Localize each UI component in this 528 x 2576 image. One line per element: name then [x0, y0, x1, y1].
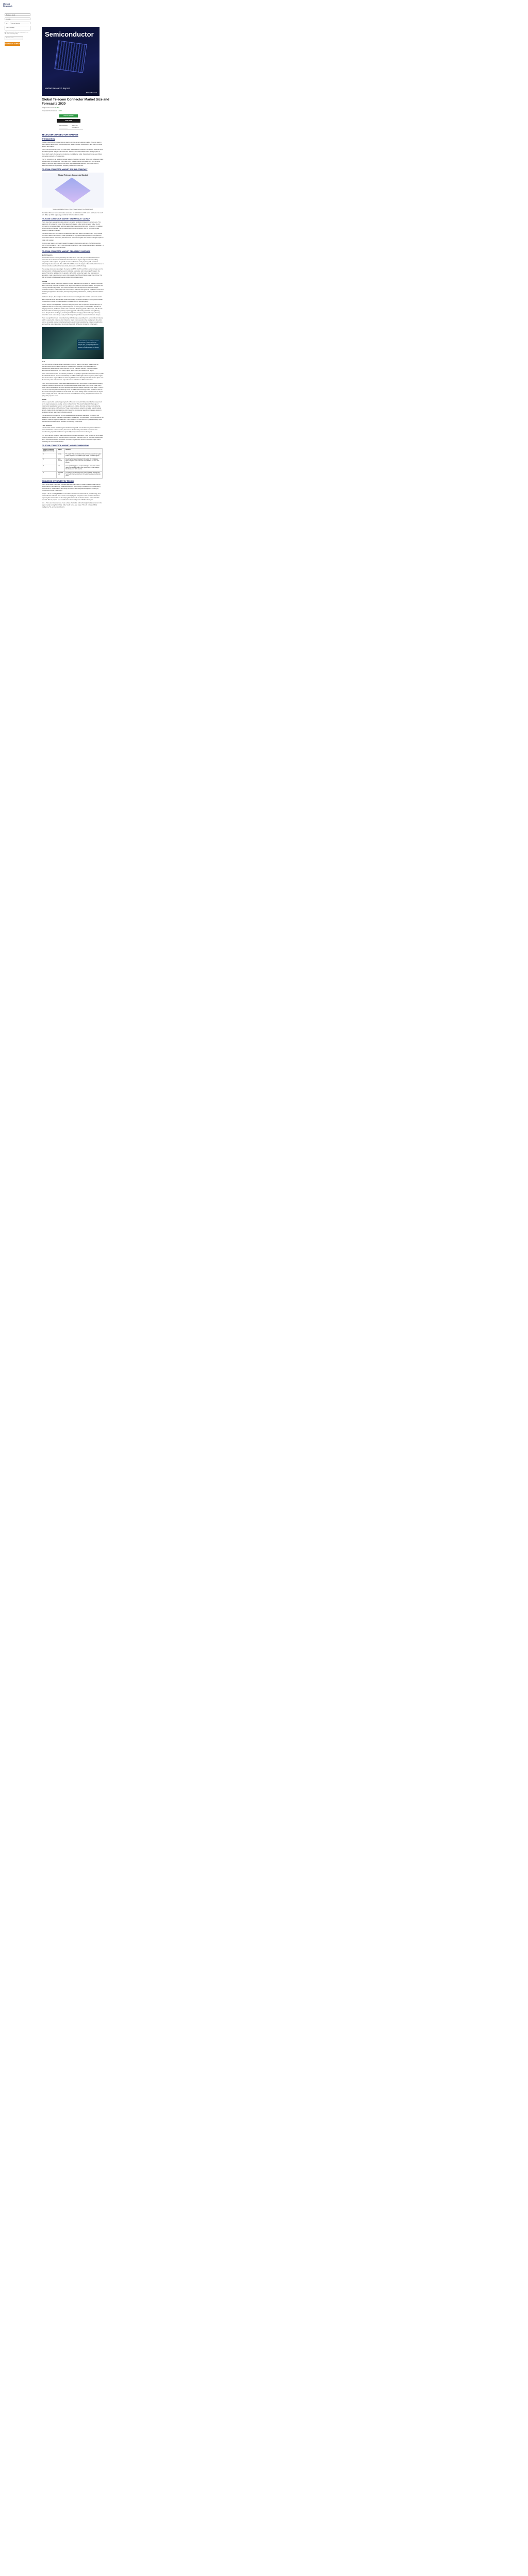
circuit-board-photo: [42, 327, 104, 359]
subheading-europe: Europe: [42, 280, 47, 282]
cell-remark: The supply chain standards and the purchasing power in the region enable suppliers to command a larger margin than other regions.: [64, 453, 102, 459]
paragraph: The European market, particularly Western Europe, is another prime market for Telecom Connector due to the strong economic condition in the region. Compared to most other regions, the region has a strong manufacturing sector. This ensures research and development of new technologies, constant innovation, and development across various industries that generate significant investments and being foreground in developing and improving existing infrastructure, enabling various industries to thrive.: [42, 283, 104, 295]
cell-rank: 2: [42, 458, 57, 465]
license-corporate-price: $ 8300: [57, 110, 62, 112]
paragraph: The average consumer spending in the region was $72K in 2023, and this is set to increase over the forecast period. Industries are focused on industrial automation and increasing efficiency in the region. This will be facilitated by the growth in IoT and AI across the board. Due to tensions in geopolitics, most manufacturing is set to shift towards the USA and Mexico, away from China. This shift will include industries such as semiconductors and automotive.: [42, 268, 104, 279]
phone-row: [5, 22, 30, 26]
cell-rank: 1: [42, 453, 57, 459]
cell-remark: Lower purchasing power, coupled with higher competition and the majority of the supply chain in the region, leads to lower margins than Europe and North America.: [64, 465, 102, 471]
report-body: [42, 133, 191, 509]
cell-remark: Due to the high spending power in the region, the margins are higher compared to the rest of the world, but they are lower than Europe.: [64, 458, 102, 465]
paragraph: Asia will continue to be the global manufacturing hub for Telecom Connector Market over the forecast period with China dominating the manufacturing. However, there will be a shift in manufacturing towards other Asian countries such as India and Vietnam. The technological developments will continue from China, Japan, South Korea, and India for the region.: [42, 363, 98, 371]
top-bar: [0, 0, 528, 7]
table-row: [42, 471, 103, 478]
tab-description[interactable]: DESCRIPTION: [59, 125, 68, 129]
paragraph: The North American market, particularly the USA, will be one of the prime markets for Telecom Connector due to the nature of industrial automation in the region. High consumer spending compared to other regions, the growth of various industries, mainly AI, along with consistent technological advancements. The GDP of the USA is one of the largest in the world, and it is home to various industries such as Pharmaceuticals, Aerospace, and Technology.: [42, 257, 104, 267]
isometric-chart-icon: [55, 177, 91, 202]
subheading-asia: Asia: [42, 361, 45, 363]
consent-text: By submitting this form, you are agreeing to our Terms and Privacy Policy: [6, 32, 28, 35]
section-heading-size: TELECOM CONNECTOR MARKET SIZE AND FORECAST: [42, 168, 88, 171]
paragraph: Latin America and the Oceania region will showcase growth over the forecast period in Telecom Connector Market. In Latin America, the focus in the forecast period will be to improve their manufacturing capabilities which is supported by foreign investments in the region.: [42, 427, 101, 433]
license-single-label: Single User License:: [42, 107, 55, 109]
report-main: [42, 27, 191, 510]
license-single-price: $ 4500: [55, 107, 60, 109]
tab-table-of-contents[interactable]: TABLE OF CONTENTS: [72, 125, 79, 128]
market-figure: [42, 173, 104, 208]
report-cover-image: [42, 27, 100, 96]
cell-rank: 4: [42, 471, 57, 478]
license-corporate-label: Corporate User License:: [42, 110, 58, 112]
cover-logo: Market Research: [86, 92, 97, 94]
subheading-africa: Africa: [42, 398, 46, 401]
paragraph: There will be higher growth in the Middle East as investments will be used to improve their standing in various industries rather than oil. Countries such as the Saudi Arabia Vision 2030, Qatar Vision 2030, and Abu Dhabi 2030 will cause developments across multiple industries in the region. There is a focus on improving the manufacturing sector as well as the technology-based services to cater to the needs of the region and the rest of the world. Due to the shifting nature of fossil fuels, the region will be majorly self-reliant and utilize resources across the fresh money, though fossil fuels are not going away any time soon.: [42, 382, 104, 397]
paragraph: In Western Europe, the margins for Telecom Connector are higher than in other parts of the world due to regional supply and demand dynamics. Average consumer spending in the region and better infrastructure in 2023, but it is expected to increase over the forecast period.: [42, 296, 103, 302]
table-header-region: Region: [57, 448, 64, 453]
site-logo[interactable]: [3, 3, 12, 8]
paragraph: There have been several innovative telecom connector products introduced in recent years. The Nano-Lock SC connector is one of the latest technologies. A fiber optic connector called the SC connector is more dependable and long-lasting than conventional fiber optic connectors. In addition to being tighter and smaller than conventional fiber optic connectors, the SC connector is also simpler to install and maintain.: [42, 221, 103, 232]
table-header-remarks: Remarks: [64, 448, 102, 453]
table-row: [42, 465, 103, 471]
logo-line-2: Research: [3, 5, 13, 8]
subheading-latin-america: Latin America: [42, 424, 52, 427]
paragraph: USA – $519 billion is allocated in federal R&D with main focus on health research, clean energy, semiconductor manufacturing, sustainable facilities, clean energy, and advanced manufacturing. Investments by private players are mainly focused on technological development focusing AI, infrastructure and AI in the region.: [42, 483, 101, 492]
captcha-widget[interactable]: I'm not a robot: [5, 36, 23, 40]
figure-title: Global Telecom Connector Market: [57, 174, 88, 176]
cover-subtitle: Market Research Report: [45, 87, 70, 90]
paragraph: The SC connector is an additional popular variety of telecom connector. Fiber optic cables are linked together using SC connectors. They have a tiny, square housing that rotates to fit the connector, making it simple to align the fiber optic cable. High-speed data networks, such those used by telecommunications corporations, frequently include SC connectors.: [42, 158, 104, 166]
request-sample-button[interactable]: Request Sample: [59, 114, 78, 117]
download-sample-button[interactable]: DOWNLOAD SAMPLE: [5, 42, 20, 45]
section-heading-intro: INTRODUCTION: [42, 138, 55, 141]
paragraph: This will be across industries mainly automotive and medical devices. There will also be an increase in mining activities over the forecast period in the region. The area is ripe for economic development and is expected to facilitate the border movement of goods and services within the region further enhancing the economic landscape.: [42, 434, 103, 443]
license-corporate: [42, 110, 191, 112]
cell-region: Africa and Latin: [57, 471, 64, 478]
section-heading-margin: TELECOM CONNECTOR MARKET MARGIN COMPARISON: [42, 444, 89, 447]
cell-region: North America: [57, 458, 64, 465]
paragraph: Africa is expected to see the largest growth in Telecom Connector Market over the forecast period, as the region prepares to develop across multiple fronts. This growth aligns with the surge of investments targeting key sectors such as agriculture, mining, financial services, manufacturing, logistics, ecommerce, and healthcare. These investments are poised to stimulate overall regional growth, creating ripple effects across other industries as consumer spending increases, access to products improves, and product offerings expand.: [42, 401, 102, 413]
section-heading-geography: TELECOM CONNECTOR MARKET GEOGRAPHY OVERVIEW: [42, 250, 91, 252]
country-field[interactable]: Country: [5, 18, 30, 20]
cell-region: Europe: [57, 453, 64, 459]
paragraph: Asia – There are investments to create a base of scientific and technological advancements in the region mainly coming from China, India, South Korea, and Japan. This will include artificial intelligence, 5G, and semiconductors.: [42, 502, 102, 509]
sample-request-form: [5, 13, 30, 46]
paragraph: Finally, a new telecom connector created for usage in challenging settings is the TE Connectivity AMP CT-100 connector. The CT-100 connector is perfect for use in outdoor applications because it is resistant to water, dust, and chemicals.: [42, 242, 104, 248]
paragraph: There is a significant boom in manufacturing within Europe, especially in the semiconductor industry, which is expected to influence other industries. Major improvements in the development of sectors such as renewable energy, industrial automation, automotive manufacturing, battery manufacturing and recycling, and AI are poised to promote the growth of Telecom Connector in the region.: [42, 317, 104, 326]
section-heading-main: TELECOM CONNECTOR MARKET: [42, 133, 78, 136]
subheading-north-america: North America: [42, 254, 53, 257]
license-single: [42, 107, 191, 109]
paragraph: Devices called telecom connectors are used to join two or more telecom cables. They are used in many different applications, such as telephone, data, and video transmissions, and exist in a range of sizes and shapes.: [42, 142, 103, 148]
page-title: Global Telecom Connector Market Size and Forecasts 2030: [42, 98, 109, 106]
section-heading-investment: INNOVATION INVESTMENT BY REGION: [42, 480, 74, 482]
cell-region: Asia: [57, 465, 64, 471]
section-heading-launch: TELECOM CONNECTOR MARKET NEW PRODUCT LAUNCH: [42, 218, 90, 221]
cover-title: Semiconductor: [45, 30, 94, 38]
logo-line-1: Market: [3, 3, 10, 5]
paragraph: The Molex Nano-Core connector is an additional brand-new telecom connector item. A tiny coaxial connector called a Nano-Core is made specifically for high-speed data applications. Compared to conventional coaxial connectors, the Nano-Core connector is lighter and smaller, making it simpler to install and maintain.: [42, 233, 104, 241]
table-row: [42, 453, 103, 459]
message-field[interactable]: Your message: [5, 26, 30, 30]
table-row: [42, 458, 103, 465]
paragraph: The Global Telecom Connector market accounted for $XX Billion in 2023 and is anticipated to reach $XX Billion by 2030, registering a CAGR of XX% from 2024 to 2030.: [42, 212, 103, 216]
consent-checkbox[interactable]: [5, 32, 6, 33]
paragraph: Europe – EU is investing €1 billion in innovation consistent to sectors like AI, biotechnology, and semiconductors. There is also a focus on developing the ecosystem in the continent as well as improving the infrastructure for developing industries such as electric vehicles and sustainable materials. Private players have contributed to the development of R&D in the region.: [42, 493, 101, 501]
paragraph: The RJ-45 connector is one of the most widely used varieties of telecom connectors. Ethernet wires are linked together using RJ-45 connectors. Telecom Connector Market: there are eight pins on them, which match the number of conductors in an Ethernet cable. Networks in homes and offices commonly employ RJ-45 connectors.: [42, 149, 103, 157]
cell-rank: 3: [42, 465, 57, 471]
cell-remark: The margins are the lowest in the region, except for Australia and New Zealand as the countries in the region have lower purchasing power.: [64, 471, 102, 478]
paragraph: Eastern Europe is anticipated to experience a higher growth rate compared to Western Europe, as significant shifts in manufacturing and development are taking place in countries like Poland and Hungary. However, the Russia-Ukraine war is currently disrupting growth in the region, with the risk of an immediate reactionary regulatory impacting growth and creating instability in neighboring areas. Despite these challenges, technological hubs are emerging in Eastern Europe, driven by lower labor costs and a strong supply of technological capabilities compared to Western Europe.: [42, 303, 103, 316]
photo-note: The US and Europe are working to increase their production in semiconductors and domestic chips. This incurs dependency on manufacturing chips in Asia reducing exposure to changes in supply and demand.: [77, 340, 101, 349]
chip-icon: [54, 40, 87, 73]
paragraph: There is a trend to improve the efficiency as well as the quality of goods and services to keep up with the standards that are present internationally as well as set the tight in terms of pricing in the region. The demand in the region will also be driven by infrastructural developments that will take place over the forecast period to improve the output for various industries in different countries.: [42, 373, 104, 381]
report-tabs: [59, 125, 83, 130]
paragraph: The development is supported by both established companies and startups in the region, with assistance from various charitable organizations. Additionally, the presence of a young workforce will positively influence regional challenges. There has been an improvement in political stability, which has attracted and will continue to attract more foreign investments.: [42, 415, 104, 423]
figure-caption: To understand Market Shares of Major Players: Request Free Sample Report: [52, 209, 93, 210]
table-header-rank: Margin Comparison (Highest to lowest): [42, 448, 57, 453]
country-code-select[interactable]: +1: [5, 22, 9, 24]
margin-table: [42, 448, 103, 479]
consent-row: [5, 32, 30, 35]
email-field[interactable]: Business Email: [5, 13, 30, 16]
buy-now-button[interactable]: BUY NOW: [57, 119, 80, 123]
phone-field[interactable]: Phone Number: [10, 22, 30, 24]
